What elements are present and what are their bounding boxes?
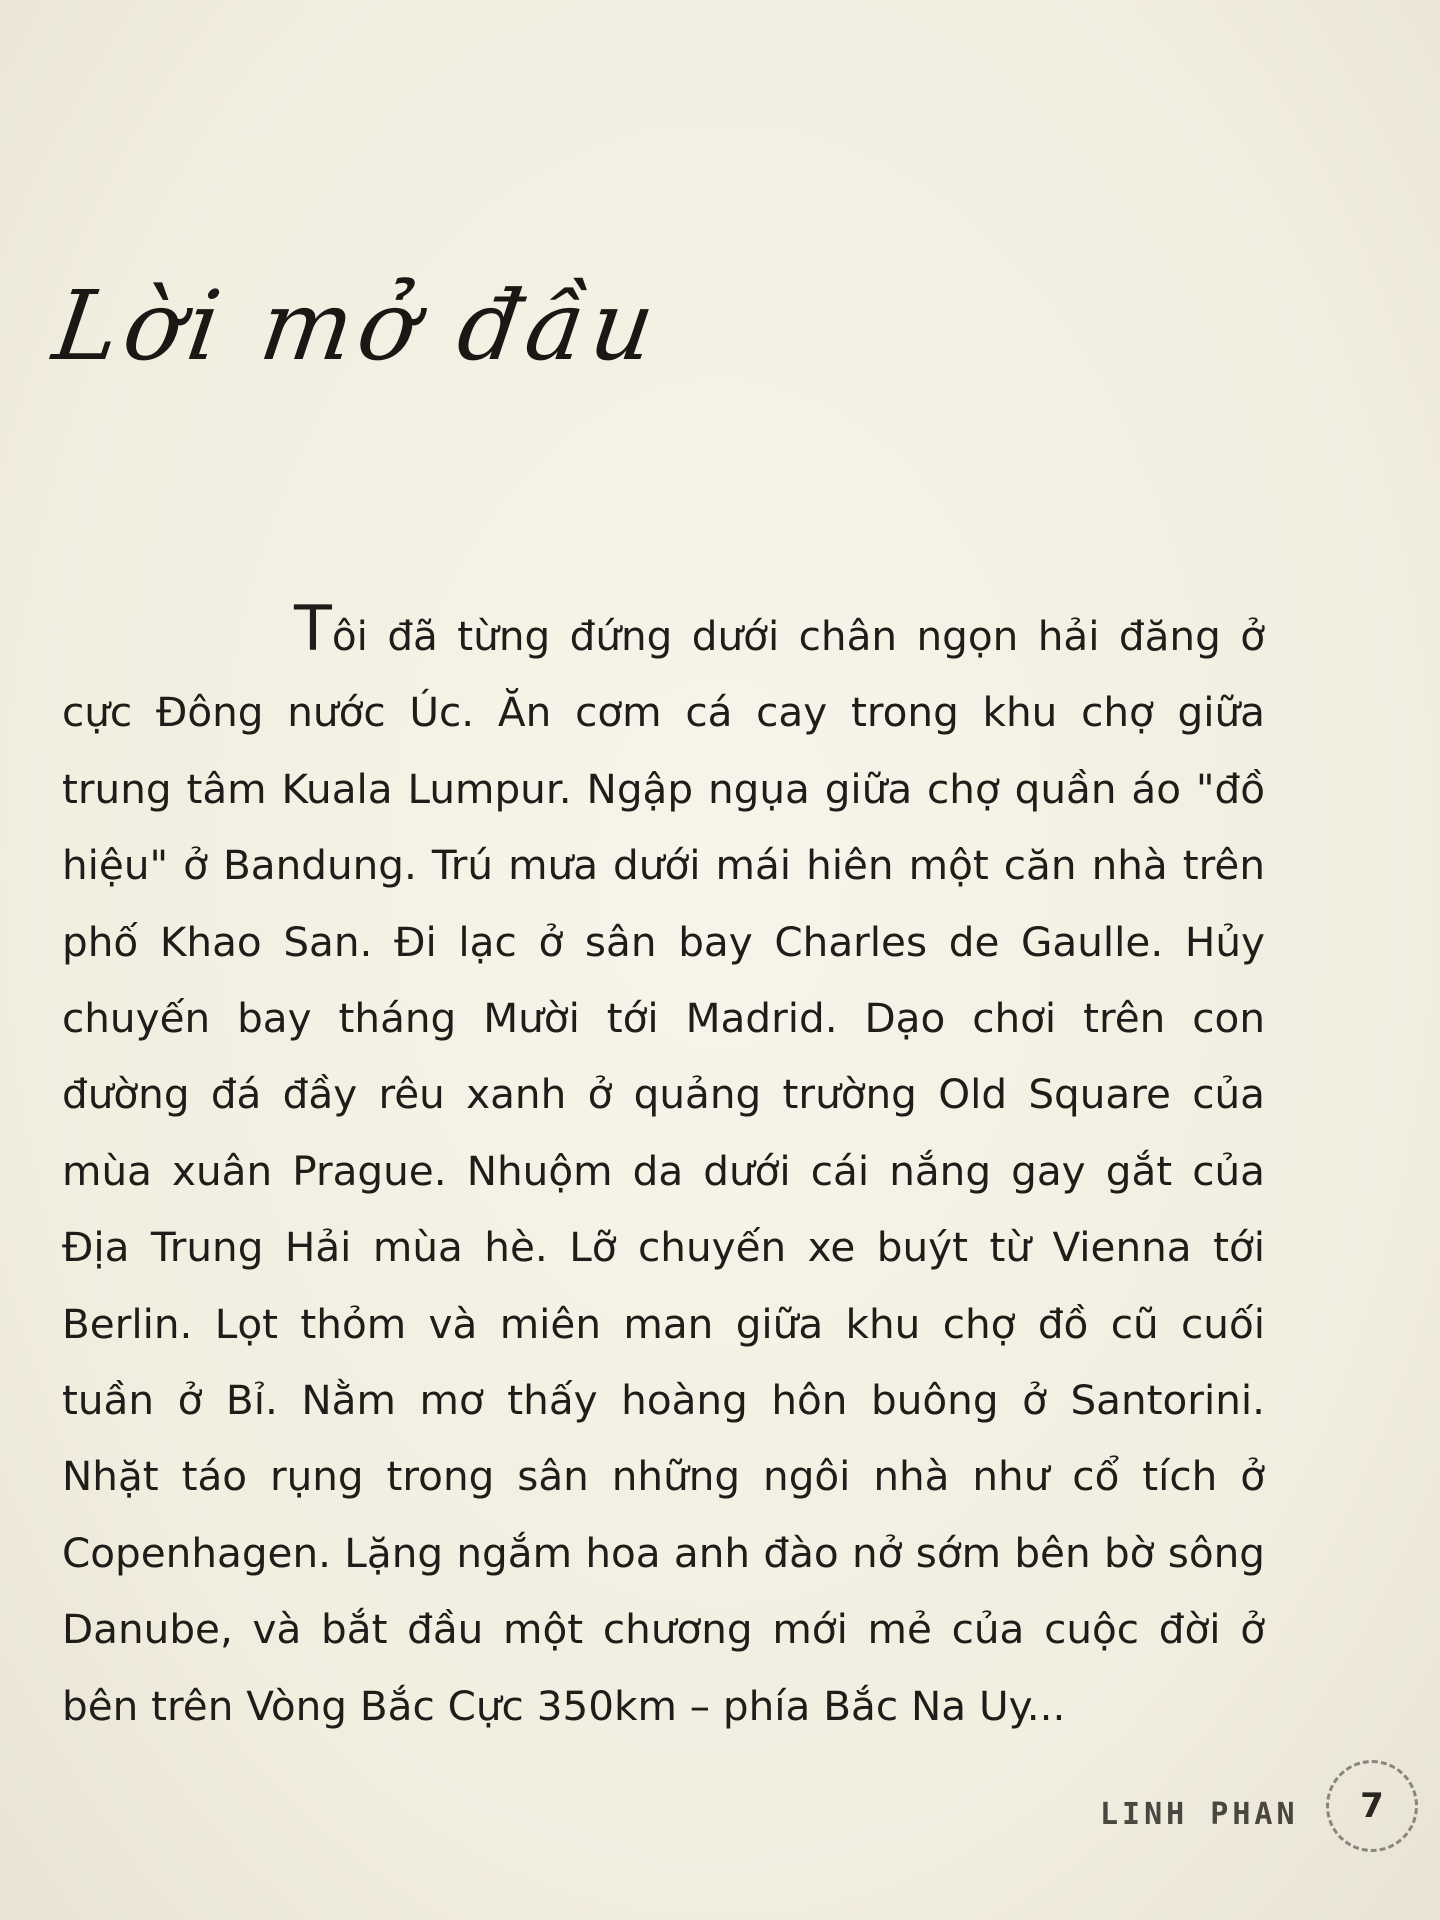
paragraph-text: ôi đã từng đứng dưới chân ngọn hải đăng ở cực Đông nước Úc. Ăn cơm cá cay trong khu chợ giữa trung tâm Kuala Lumpur. Ngập ngụa giữa chợ quần áo "đồ hiệu" ở Bandung. Trú mưa dưới mái hiên một căn nhà trên phố Khao San. Đi lạc ở sân bay Charles de Gaulle. Hủy chuyến bay tháng Mười tới Madrid. Dạo chơi trên con đường đá đầy rêu xanh ở quảng trường Old Square của mùa xuân Prague. Nhuộm da dưới cái nắng gay gắt của Địa Trung Hải mùa hè. Lỡ chuyến xe buýt từ Vienna tới Berlin. Lọt thỏm và miên man giữa khu chợ đồ cũ cuối tuần ở Bỉ. Nằm mơ thấy hoàng hôn buông ở Santorini. Nhặt táo rụng trong sân những ngôi nhà như cổ tích ở Copenhagen. Lặng ngắm hoa anh đào nở sớm bên bờ sông Danube, và bắt đầu một chương mới mẻ của cuộc đời ở bên trên Vòng Bắc Cực 350km – phía Bắc Na Uy... <box>62 612 1265 1730</box>
body-paragraph <box>62 592 1265 1744</box>
page-number: 7 <box>1360 1786 1384 1826</box>
footer-author: LINH PHAN <box>1100 1797 1299 1832</box>
body-text <box>62 592 1265 1744</box>
chapter-title: Lời mở đầu <box>47 270 668 382</box>
drop-letter: T <box>294 592 332 665</box>
page-number-badge <box>1326 1760 1418 1852</box>
